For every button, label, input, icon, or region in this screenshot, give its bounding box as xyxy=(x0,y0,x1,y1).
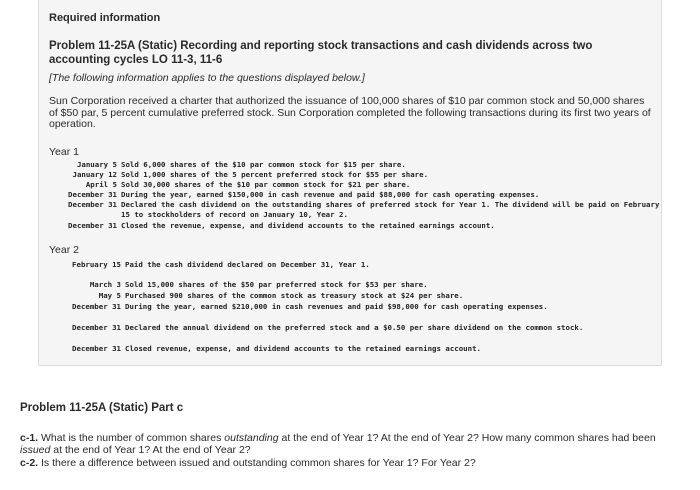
transaction-desc: Sold 6,000 shares of the $10 par common stock for $15 per share. xyxy=(121,160,406,169)
transaction-date: January 12 xyxy=(72,170,117,179)
transaction-date: December 31 xyxy=(72,302,121,311)
transaction-desc: Declared the cash dividend on the outstanding shares of preferred stock for Year 1. The dividend will be paid on February 15 to stockholders of record on January 10, Year 2. xyxy=(121,200,660,219)
transaction-date: March 3 xyxy=(89,280,121,289)
transaction-desc: Sold 15,000 shares of the $50 par preferred stock for $53 per share. xyxy=(125,280,428,289)
question-emphasis: outstanding xyxy=(224,432,279,444)
question-emphasis: issued xyxy=(20,444,51,456)
transaction-desc: During the year, earned $150,000 in cash revenue and paid $88,000 for cash operating expenses. xyxy=(121,190,540,199)
year1-row xyxy=(49,190,661,200)
transaction-date: December 31 xyxy=(68,221,117,230)
transaction-date: December 31 xyxy=(68,190,117,199)
transaction-date: December 31 xyxy=(68,200,117,209)
year1-label: Year 1 xyxy=(49,146,79,158)
year2-row xyxy=(49,291,661,301)
year1-row xyxy=(49,200,661,220)
question-label: c-2. xyxy=(20,457,39,469)
question-text: What is the number of common shares xyxy=(41,432,222,444)
transaction-date: May 5 xyxy=(98,291,121,300)
required-information-heading: Required information xyxy=(49,12,161,24)
year1-row xyxy=(49,170,661,180)
transaction-desc: Declared the annual dividend on the preferred stock and a $0.50 per share dividend on the common stock. xyxy=(125,323,584,332)
problem-title: Problem 11-25A (Static) Recording and reporting stock transactions and cash dividends across two accounting cycles LO 11-3, 11-6 xyxy=(49,40,593,66)
year1-row xyxy=(49,160,661,170)
part-c-title: Problem 11-25A (Static) Part c xyxy=(20,402,184,414)
transaction-desc: Paid the cash dividend declared on December 31, Year 1. xyxy=(125,260,370,269)
transaction-desc: Closed revenue, expense, and dividend accounts to the retained earnings account. xyxy=(125,344,481,353)
transaction-date: December 31 xyxy=(72,323,121,332)
question-label: c-1. xyxy=(20,432,39,444)
question-text: at the end of Year 1? At the end of Year 2? How many common shares had been xyxy=(281,432,656,444)
year2-row xyxy=(49,260,661,270)
year1-row xyxy=(49,180,661,190)
transaction-desc: Closed the revenue, expense, and dividend accounts to the retained earnings account. xyxy=(121,221,495,230)
transaction-date: January 5 xyxy=(76,160,117,169)
question-c1 xyxy=(20,432,680,456)
question-text: at the end of Year 1? At the end of Year 2? xyxy=(53,444,251,456)
transaction-date: December 31 xyxy=(72,344,121,353)
transaction-desc: During the year, earned $210,000 in cash revenues and paid $98,000 for cash operating expenses. xyxy=(125,302,548,311)
year1-row xyxy=(49,221,661,231)
year2-row xyxy=(49,323,661,333)
transaction-date: February 15 xyxy=(72,260,121,269)
intro-paragraph: Sun Corporation received a charter that authorized the issuance of 100,000 shares of $10 par common stock and 50,000 shares of $50 par, 5 percent cumulative preferred stock. Sun Corporation completed the following transactions during its first two years of operation. xyxy=(49,95,651,130)
transaction-date: April 5 xyxy=(85,180,117,189)
transaction-desc: Purchased 900 shares of the common stock as treasury stock at $24 per share. xyxy=(125,291,464,300)
info-note: [The following information applies to the questions displayed below.] xyxy=(49,72,365,84)
year2-label: Year 2 xyxy=(49,244,79,256)
problem-info-panel xyxy=(38,0,662,366)
question-c2 xyxy=(20,457,680,469)
question-text: Is there a difference between issued and outstanding common shares for Year 1? For Year 2? xyxy=(41,457,476,469)
year2-row xyxy=(49,302,661,312)
transaction-desc: Sold 30,000 shares of the $10 par common stock for $21 per share. xyxy=(121,180,411,189)
transaction-desc: Sold 1,000 shares of the 5 percent preferred stock for $55 per share. xyxy=(121,170,429,179)
year2-row xyxy=(49,344,661,354)
year2-row xyxy=(49,280,661,290)
